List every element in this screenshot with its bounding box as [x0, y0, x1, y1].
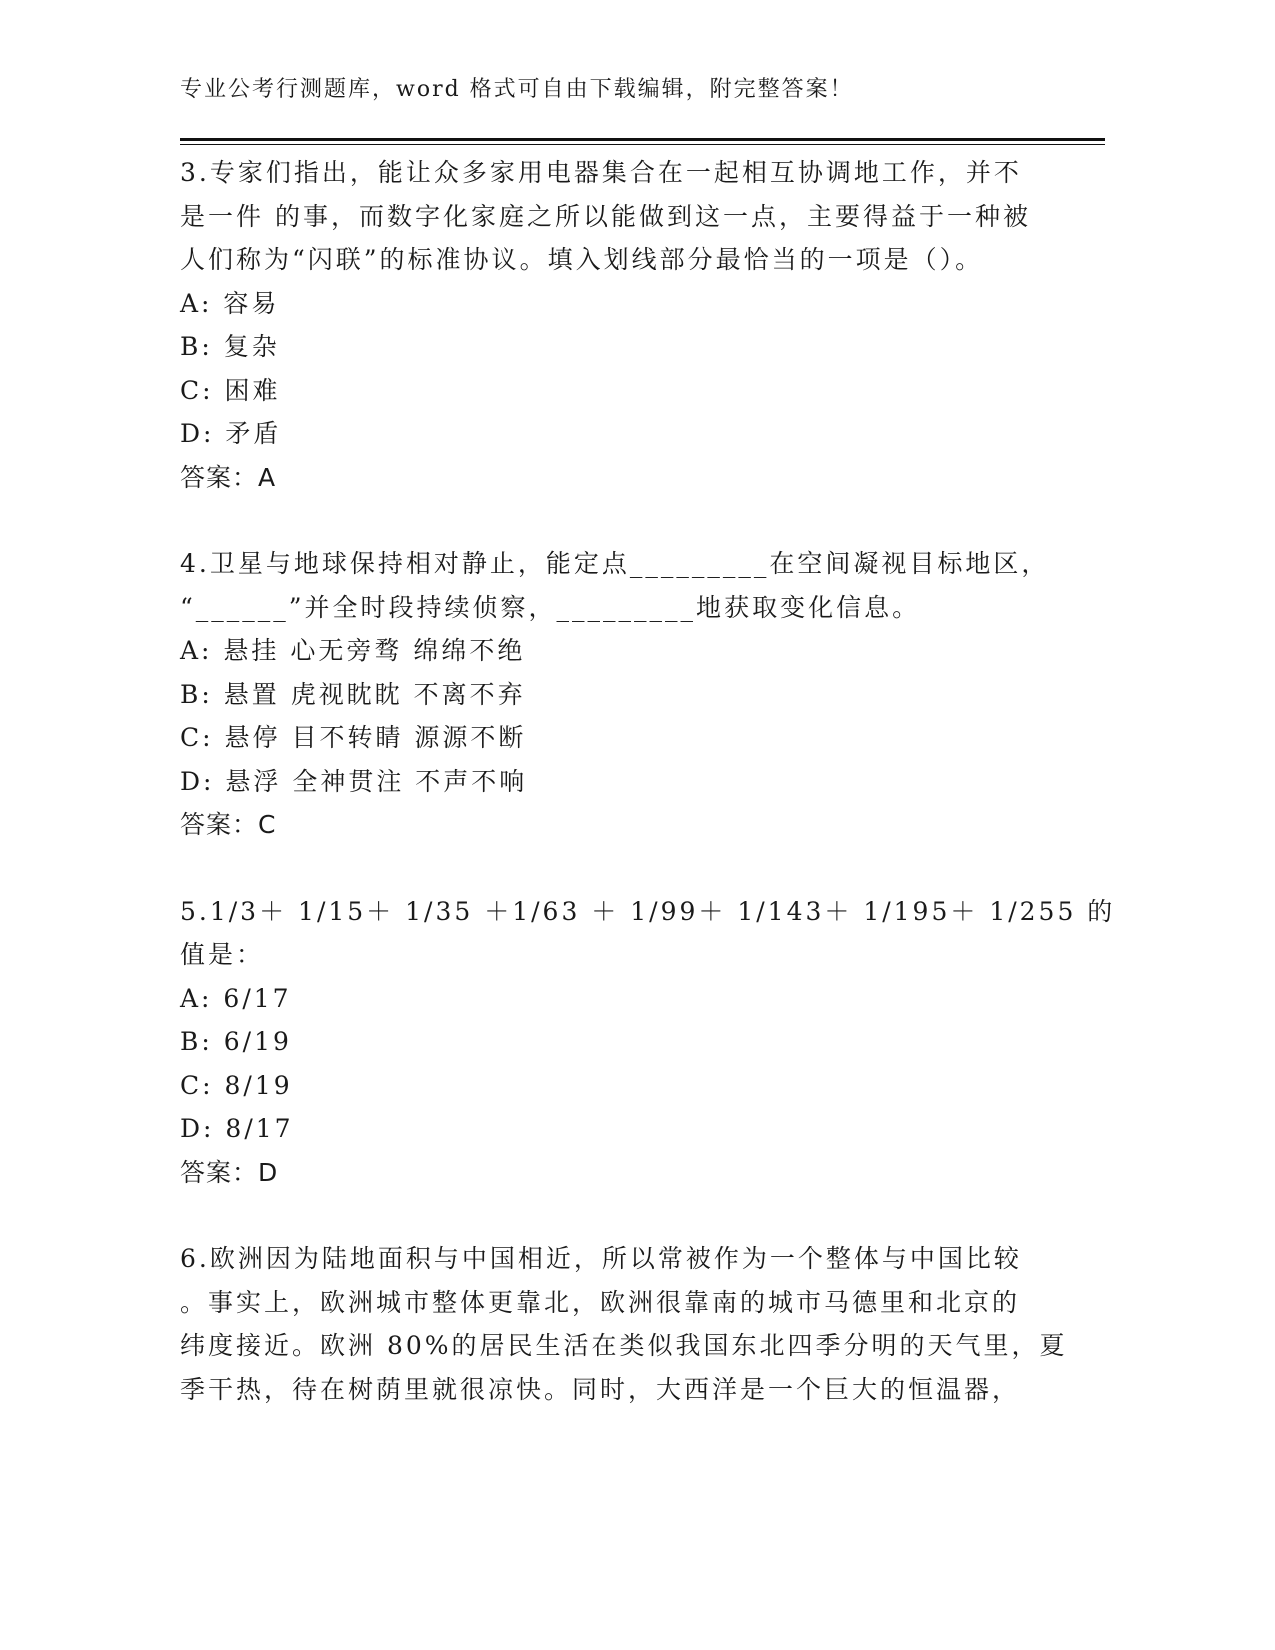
option-b: B: 6/19: [180, 1027, 292, 1056]
question-list: [180, 151, 1116, 1454]
question-6: [180, 1237, 1068, 1411]
option-c: C: 8/19: [180, 1070, 293, 1100]
header-rule: [180, 138, 1105, 141]
question-text-line: 季干热，待在树荫里就很凉快。同时，大西洋是一个巨大的恒温器，: [180, 1374, 1021, 1404]
option-d: D: 矛盾: [180, 419, 282, 448]
answer: 答案：C: [180, 810, 277, 839]
header-rule-thin: [180, 144, 1105, 145]
question-4: [180, 542, 1050, 847]
question-3: [180, 151, 1040, 499]
question-text-line: 纬度接近。欧洲 80%的居民生活在类似我国东北四季分明的天气里，夏: [180, 1331, 1068, 1360]
option-c: C: 悬停 目不转睛 源源不断: [180, 723, 527, 752]
page-header: 专业公考行测题库，word 格式可自由下载编辑，附完整答案！: [180, 77, 854, 102]
question-text-line: 5.1/3＋ 1/15＋ 1/35 ＋1/63 ＋ 1/99＋ 1/143＋ 1/195＋ 1/255 的: [180, 896, 1116, 926]
question-text-line: 6.欧洲因为陆地面积与中国相近，所以常被作为一个整体与中国比较: [180, 1244, 1022, 1273]
option-a: A: 容易: [180, 288, 280, 318]
option-b: B: 复杂: [180, 332, 280, 361]
question-5: [180, 890, 1116, 1195]
option-a: A: 6/17: [180, 983, 292, 1013]
question-text-line: 人们称为“闪联”的标准协议。填入划线部分最恰当的一项是（）。: [180, 245, 984, 274]
question-text-line: 4.卫星与地球保持相对静止，能定点_________在空间凝视目标地区，: [180, 549, 1050, 578]
option-b: B: 悬置 虎视眈眈 不离不弃: [180, 679, 526, 709]
question-text-line: “______”并全时段持续侦察，_________地获取变化信息。: [180, 592, 921, 622]
question-text-line: 是一件 的事，而数字化家庭之所以能做到这一点，主要得益于一种被: [180, 201, 1031, 231]
question-text-line: 。事实上，欧洲城市整体更靠北，欧洲很靠南的城市马德里和北京的: [180, 1287, 1021, 1317]
option-a: A: 悬挂 心无旁骛 绵绵不绝: [180, 636, 526, 665]
option-d: D: 8/17: [180, 1114, 294, 1143]
answer: 答案：D: [180, 1157, 279, 1187]
option-d: D: 悬浮 全神贯注 不声不响: [180, 766, 528, 796]
question-text-line: 3.专家们指出，能让众多家用电器集合在一起相互协调地工作，并不: [180, 158, 1022, 187]
answer: 答案：A: [180, 462, 277, 492]
option-c: C: 困难: [180, 375, 281, 405]
question-text-line: 值是：: [180, 940, 265, 969]
